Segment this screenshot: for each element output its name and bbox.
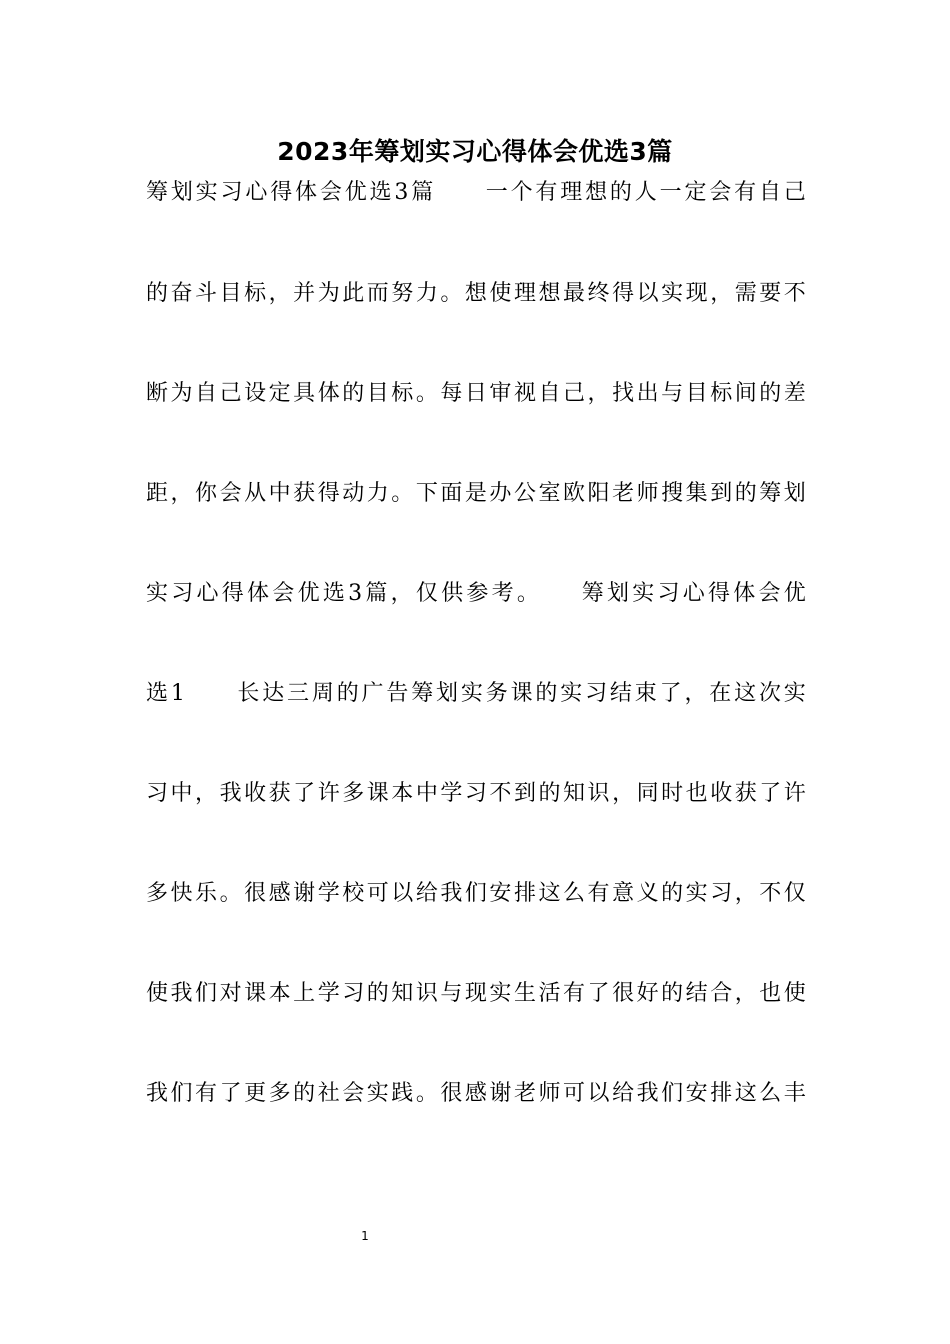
body-text-line: 习中，我收获了许多课本中学习不到的知识，同时也收获了许: [146, 781, 806, 806]
body-text-line: 断为自己设定具体的目标。每日审视自己，找出与目标间的差: [146, 381, 806, 406]
body-text-line: 多快乐。很感谢学校可以给我们安排这么有意义的实习，不仅: [146, 881, 806, 906]
body-text-line: 筹划实习心得体会优选3篇 一个有理想的人一定会有自己: [146, 180, 806, 205]
document-title: 2023年筹划实习心得体会优选3篇: [277, 137, 673, 166]
body-text-line: 的奋斗目标，并为此而努力。想使理想最终得以实现，需要不: [146, 281, 806, 306]
body-text-line: 使我们对课本上学习的知识与现实生活有了很好的结合，也使: [146, 981, 806, 1006]
body-text-line: 距，你会从中获得动力。下面是办公室欧阳老师搜集到的筹划: [146, 481, 806, 506]
page-number: 1: [361, 1229, 369, 1243]
body-text-line: 选1 长达三周的广告筹划实务课的实习结束了，在这次实: [146, 681, 806, 706]
body-text-line: 实习心得体会优选3篇，仅供参考。 筹划实习心得体会优: [146, 581, 806, 606]
body-text-line: 我们有了更多的社会实践。很感谢老师可以给我们安排这么丰: [146, 1081, 806, 1106]
